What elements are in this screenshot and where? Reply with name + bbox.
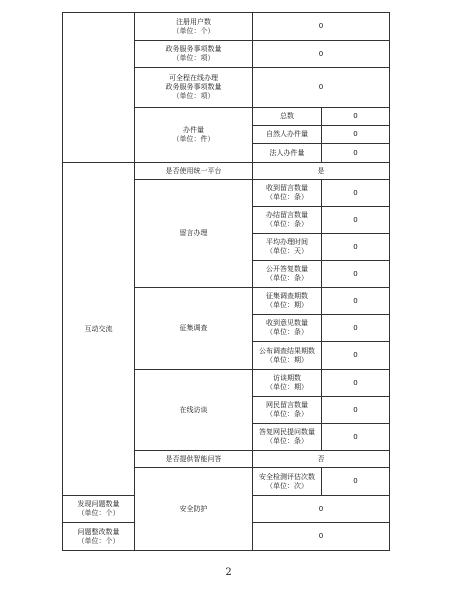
handled-natural-label: 自然人办件量 — [253, 126, 322, 144]
handled-total-value: 0 — [322, 108, 390, 126]
survey-published-value: 0 — [322, 342, 390, 370]
interview-label: 在线访谈 — [135, 370, 253, 451]
messages-avg-time-label: 平均办理时间 （单位：天） — [253, 234, 322, 261]
online-items-label: 可全程在线办理 政务服务事项数量 （单位：项） — [135, 68, 253, 108]
messages-received-label: 收到留言数量 （单位：条） — [253, 180, 322, 207]
messages-done-value: 0 — [322, 207, 390, 234]
survey-opinions-label: 收到意见数量 （单位：条） — [253, 315, 322, 342]
messages-public-reply-value: 0 — [322, 261, 390, 288]
section-interaction: 互动交流 — [63, 163, 135, 496]
gov-service-items-value: 0 — [253, 41, 390, 68]
gov-service-items-label: 政务服务事项数量 （单位：项） — [135, 41, 253, 68]
registered-users-value: 0 — [253, 13, 390, 41]
survey-opinions-value: 0 — [322, 315, 390, 342]
handled-natural-value: 0 — [322, 126, 390, 144]
interview-periods-label: 访谈期数 （单位：期） — [253, 370, 322, 397]
online-items-value: 0 — [253, 68, 390, 108]
security-issues-fixed-value: 0 — [253, 523, 390, 551]
statistics-table — [62, 12, 390, 551]
table-row — [63, 13, 390, 41]
smart-qa-value: 否 — [253, 451, 390, 468]
unified-platform-value: 是 — [253, 163, 390, 180]
table-row — [63, 163, 390, 180]
page-number: 2 — [225, 567, 232, 578]
survey-label: 征集调查 — [135, 288, 253, 370]
survey-periods-value: 0 — [322, 288, 390, 315]
security-assessments-label: 安全检测评估次数 （单位：次） — [253, 468, 322, 496]
interview-answers-label: 答复网民提问数量 （单位：条） — [253, 424, 322, 451]
security-assessments-value: 0 — [322, 468, 390, 496]
security-issues-fixed-label: 问题整改数量 （单位：个） — [63, 523, 135, 551]
messages-avg-time-value: 0 — [322, 234, 390, 261]
messages-public-reply-label: 公开答复数量 （单位：条） — [253, 261, 322, 288]
handled-label: 办件量 （单位：件） — [135, 108, 253, 163]
messages-done-label: 办结留言数量 （单位：条） — [253, 207, 322, 234]
security-issues-found-value: 0 — [253, 496, 390, 523]
handled-total-label: 总数 — [253, 108, 322, 126]
section-cell-blank — [63, 13, 135, 163]
interview-answers-value: 0 — [322, 424, 390, 451]
survey-periods-label: 征集调查期数 （单位：期） — [253, 288, 322, 315]
handled-legal-label: 法人办件量 — [253, 144, 322, 163]
messages-label: 留言办理 — [135, 180, 253, 288]
interview-periods-value: 0 — [322, 370, 390, 397]
interview-questions-label: 网民留言数量 （单位：条） — [253, 397, 322, 424]
messages-received-value: 0 — [322, 180, 390, 207]
registered-users-label: 注册用户数 （单位：个） — [135, 13, 253, 41]
security-issues-found-label: 发现问题数量 （单位：个） — [63, 496, 135, 523]
unified-platform-label: 是否使用统一平台 — [135, 163, 253, 180]
smart-qa-label: 是否提供智能问答 — [135, 451, 253, 468]
survey-published-label: 公布调查结果期数 （单位：期） — [253, 342, 322, 370]
handled-legal-value: 0 — [322, 144, 390, 163]
section-security: 安全防护 — [135, 468, 253, 551]
interview-questions-value: 0 — [322, 397, 390, 424]
